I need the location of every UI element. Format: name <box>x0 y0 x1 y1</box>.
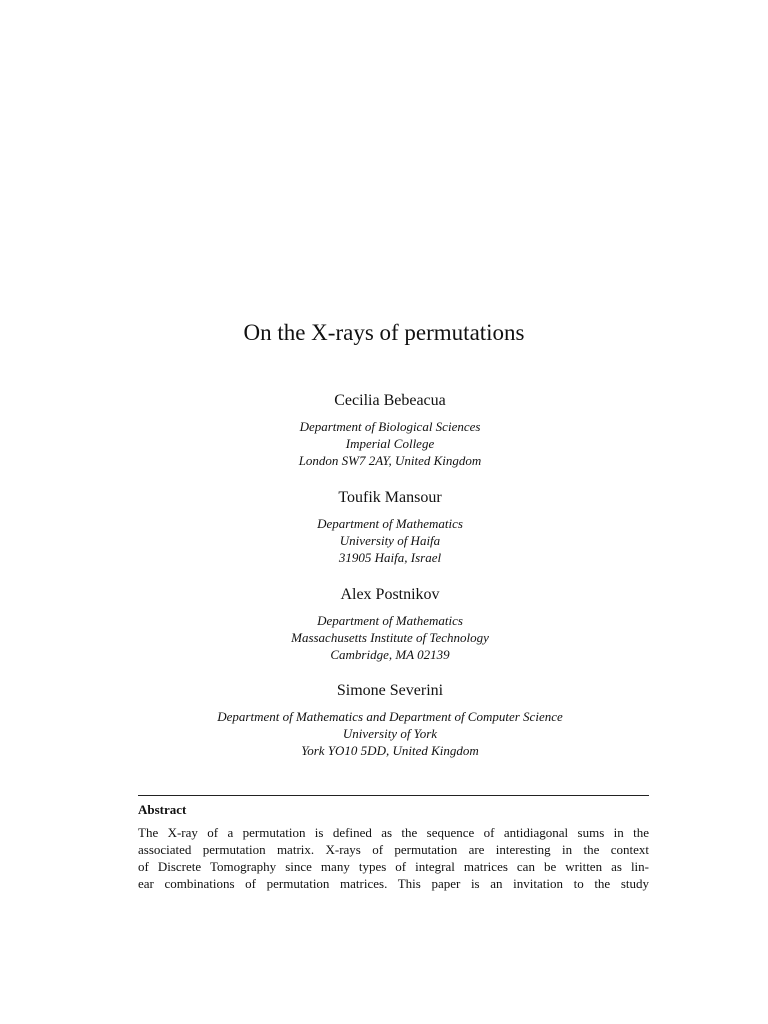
author-name: Cecilia Bebeacua <box>334 392 446 409</box>
paper-title: On the X-rays of permutations <box>243 320 525 345</box>
author-block-4 <box>0 681 768 759</box>
abstract-divider <box>138 795 649 796</box>
affiliation-line: Imperial College <box>345 436 435 451</box>
abstract-body <box>138 824 649 892</box>
abstract-line: The X-ray of a permutation is defined as the sequence of antidiagonal sums in the <box>138 825 649 840</box>
author-name: Alex Postnikov <box>340 586 440 603</box>
affiliation-line: Department of Mathematics <box>317 613 463 628</box>
author-name: Toufik Mansour <box>338 489 442 506</box>
abstract-heading: Abstract <box>138 802 187 817</box>
abstract-line: ear combinations of permutation matrices. This paper is an invitation to the study <box>138 876 649 891</box>
affiliation-line: Department of Mathematics <box>317 516 463 531</box>
abstract-line: of Discrete Tomography since many types of integral matrices can be written as lin- <box>138 859 649 874</box>
affiliation-line: Cambridge, MA 02139 <box>330 647 450 662</box>
affiliation-line: University of Haifa <box>339 533 441 548</box>
author-block-2 <box>0 488 768 566</box>
affiliation-line: Massachusetts Institute of Technology <box>291 630 489 645</box>
author-block-1 <box>0 391 768 469</box>
affiliation-line: London SW7 2AY, United Kingdom <box>298 453 482 468</box>
affiliation-line: Department of Mathematics and Department of Computer Science <box>217 709 563 724</box>
affiliation-line: Department of Biological Sciences <box>299 419 481 434</box>
affiliation-line: York YO10 5DD, United Kingdom <box>301 743 479 758</box>
author-block-3 <box>0 585 768 663</box>
affiliation-line: 31905 Haifa, Israel <box>338 550 442 565</box>
affiliation-line: University of York <box>342 726 438 741</box>
abstract-line: associated permutation matrix. X-rays of permutation are interesting in the context <box>138 842 649 857</box>
author-name: Simone Severini <box>336 682 444 699</box>
